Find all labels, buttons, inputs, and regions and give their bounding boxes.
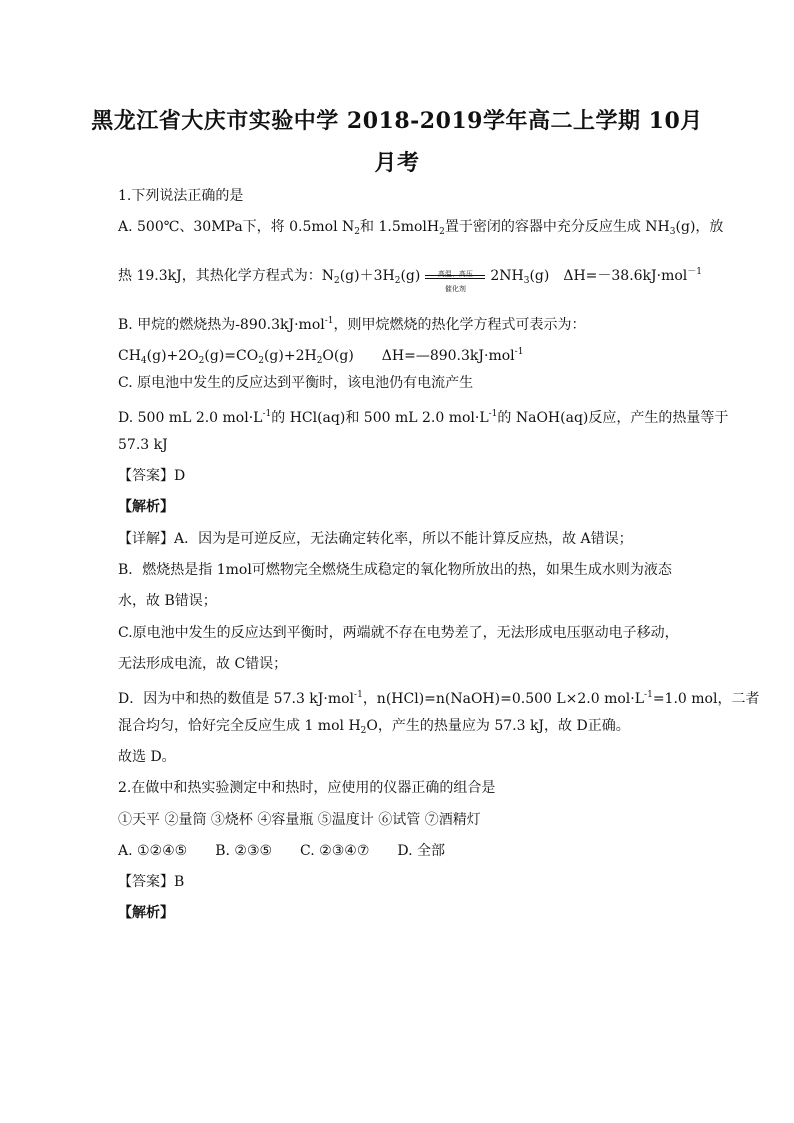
q1-stem: 1.下列说法正确的是 xyxy=(118,188,244,204)
q1-option-a-line2: 热 19.3kJ，其热化学方程式为：$N_2(g)+3H_2(g)$ 高温、高压 催化剂 $2NH_3(g)$ ΔH=－38.6kJ·mol$^{-1}$ xyxy=(118,267,703,293)
document-title: 黑龙江省大庆市实验中学 2018-2019学年高二上学期 10月 xyxy=(91,108,703,134)
q1-option-b-equation: $CH_4(g)+2O_2(g)=CO_2(g)+2H_2O(g)$ ΔH=—890.3kJ·mol$^{-1}$ xyxy=(118,347,524,366)
q1-detail-5: 无法形成电流，故 C错误； xyxy=(118,656,288,672)
q1-option-d-line1: D. 500 mL 2.0 $mol\cdot L^{-1}$的 HCl(aq)和 500 mL 2.0 $mol\cdot L^{-1}$的 NaOH(aq)反应，产生的热量等于 xyxy=(118,409,729,426)
q1-answer: 【答案】D xyxy=(118,468,186,484)
q1-detail-3: 水，故 B错误； xyxy=(118,593,217,609)
q2-analysis-heading: 【解析】 xyxy=(118,905,174,921)
q2-items: ①天平 ②量筒 ③烧杯 ④容量瓶 ⑤温度计 ⑥试管 ⑦酒精灯 xyxy=(118,812,481,828)
q1-option-c: C. 原电池中发生的反应达到平衡时，该电池仍有电流产生 xyxy=(118,375,474,391)
q1-detail-4: C.原电池中发生的反应达到平衡时，两端就不存在电势差了，无法形成电压驱动电子移动， xyxy=(118,625,679,641)
q1-option-d-line2: 57.3 kJ xyxy=(118,437,168,453)
q1-conclusion: 故选 D。 xyxy=(118,749,176,765)
q2-answer: 【答案】B xyxy=(118,874,185,890)
document-title-continued: 月考 xyxy=(374,150,420,176)
q1-analysis-heading: 【解析】 xyxy=(118,499,174,515)
q1-detail-7: 混合均匀，恰好完全反应生成 1 mol $H_2O$，产生的热量应为 57.3 kJ，故 D正确。 xyxy=(118,718,630,736)
reaction-condition-arrow: 高温、高压 催化剂 xyxy=(423,266,487,286)
q1-option-a-line1: A. 500℃、30MPa下，将 0.5mol $N_2$和 1.5molH$_2$置于密闭的容器中充分反应生成 $NH_3(g)$，放 xyxy=(118,219,724,237)
q1-detail-2: B．燃烧热是指 1mol可燃物完全燃烧生成稳定的氧化物所放出的热，如果生成水则为液态 xyxy=(118,562,672,578)
q2-stem: 2.在做中和热实验测定中和热时，应使用的仪器正确的组合是 xyxy=(118,780,496,796)
q1-detail-1: 【详解】A．因为是可逆反应，无法确定转化率，所以不能计算反应热，故 A错误； xyxy=(118,531,633,547)
q2-options: A. ①②④⑤ B. ②③⑤ C. ②③④⑦ D. 全部 xyxy=(118,843,445,859)
q1-detail-6: D．因为中和热的数值是 57.3 kJ·mol$^{-1}$，n(HCl)=n(NaOH)=0.500 L×2.0 $mol\cdot L^{-1}=1.0$ mol，二者 xyxy=(118,690,760,707)
q1-option-b-line1: B. 甲烷的燃烧热为-890.3kJ·mol$^{-1}$，则甲烷燃烧的热化学方程式可表示为： xyxy=(118,316,586,333)
